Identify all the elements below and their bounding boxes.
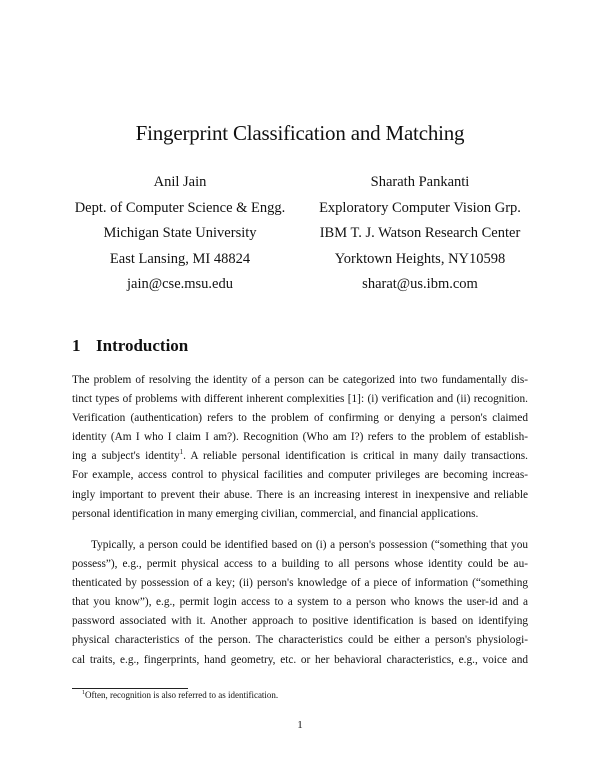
author-1-email: jain@cse.msu.edu	[127, 276, 233, 292]
text-line: possess”), e.g., permit physical access to a building to all persons whose identity could be au-	[72, 558, 528, 571]
text-line: that you know”), e.g., permit login access to a system to a person who knows the user-id and a	[72, 596, 528, 609]
text-line: cal traits, e.g., fingerprints, hand geometry, etc. or her behavioral characteristics, e.g., voice and	[72, 653, 528, 666]
author-1-institution: Michigan State University	[103, 225, 257, 241]
author-1-dept: Dept. of Computer Science & Engg.	[74, 199, 286, 216]
author-2-institution: IBM T. J. Watson Research Center	[319, 225, 521, 241]
footnote-marker: 1	[179, 448, 184, 457]
text-line: thenticated by possession of a key; (ii) person's knowledge of a piece of information (“something	[72, 577, 528, 590]
section-number: 1	[72, 336, 81, 355]
author-1-location: East Lansing, MI 48824	[109, 250, 251, 267]
text-fragment: . A reliable personal identification is critical in many daily transactions.	[183, 450, 528, 463]
text-line: identity (Am I who I claim I am?). Recognition (Who am I?) refers to the problem of establish-	[72, 431, 528, 444]
author-2-location: Yorktown Heights, NY10598	[334, 250, 506, 267]
section-heading	[72, 336, 188, 356]
paper-title: Fingerprint Classification and Matching	[135, 121, 465, 145]
text-line: physical characteristics of the person. The characteristics could be either a person's physiologi-	[72, 634, 528, 647]
author-2-dept: Exploratory Computer Vision Grp.	[319, 199, 521, 216]
text-line: password associated with it. Another approach to positive identification is based on identifying	[72, 615, 528, 628]
paragraph-2	[72, 536, 528, 670]
footnote-number: 1	[82, 690, 85, 696]
text-line: ingly important to prevent their abuse. There is an increasing interest in inexpensive and reliable	[72, 488, 528, 501]
text-line: Typically, a person could be identified based on (i) a person's possession (“something that you	[91, 539, 528, 551]
text-line: tinct types of problems with different inherent complexities [1]: (i) verification and (ii) recognition.	[72, 393, 528, 406]
text-line: Verification (authentication) refers to the problem of confirming or denying a person's claimed	[72, 412, 528, 425]
text-fragment: ing a subject's identity	[72, 450, 180, 463]
author-1	[60, 170, 300, 298]
author-2-name: Sharath Pankanti	[370, 174, 470, 190]
text-line	[72, 447, 528, 466]
text-line: personal identification in many emerging civilian, commercial, and financial applications.	[72, 507, 479, 520]
text-line: The problem of resolving the identity of a person can be categorized into two fundamentally dis-	[72, 374, 528, 386]
footnote	[82, 690, 278, 700]
page-number: 1	[297, 719, 303, 731]
author-1-name: Anil Jain	[153, 174, 207, 190]
footnote-text: Often, recognition is also referred to as identification.	[85, 690, 279, 700]
section-title: Introduction	[96, 336, 189, 355]
footnote-rule	[72, 688, 188, 689]
author-2	[300, 170, 540, 298]
text-line: For example, access control to physical facilities and computer privileges are becoming increas-	[72, 469, 528, 482]
paragraph-1	[72, 371, 528, 524]
author-block	[60, 170, 540, 298]
author-2-email: sharat@us.ibm.com	[362, 276, 478, 292]
